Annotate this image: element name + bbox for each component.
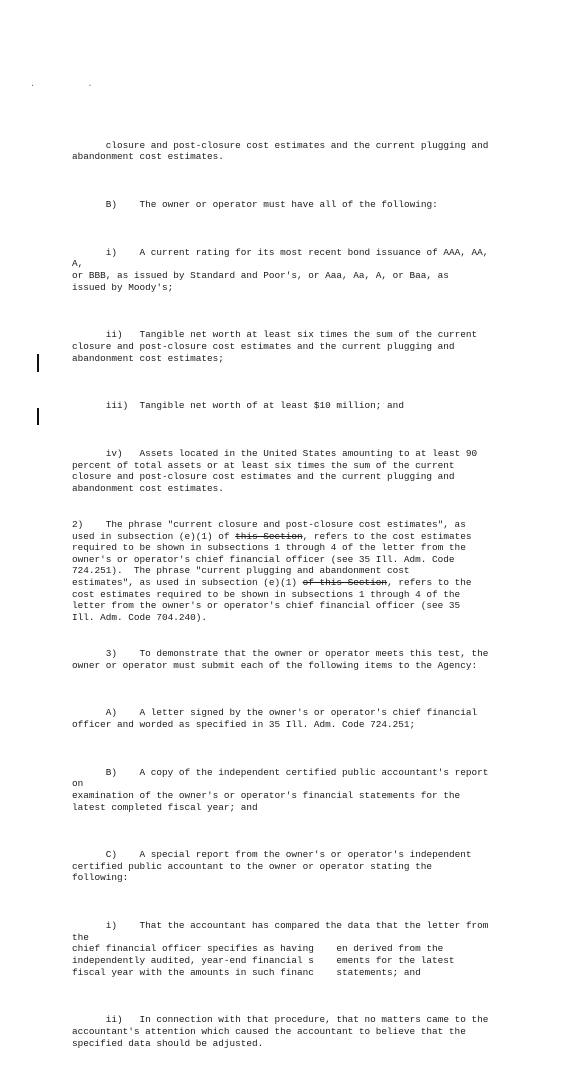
paragraph-c-special-report: C) A special report from the owner's or operator's independent certified public accountant to the owner or operator stating the following: [72, 849, 472, 884]
paragraph-ii-no-matters: ii) In connection with that procedure, that no matters came to the accountant's attention which caused the accountant to believe that the specified data should be adjusted. [72, 1014, 489, 1049]
paragraph-b-requirements: B) The owner or operator must have all of the following: [105, 198, 438, 210]
paragraph-3-demonstration: 3) To demonstrate that the owner or operator meets this test, the owner or operator must submit each of the following items to the Agency: [72, 647, 489, 671]
revision-bar-upper [37, 354, 39, 372]
paragraph-2-phrase-definitions: 2) The phrase "current closure and post-closure cost estimates", as used in subsection (e)(1) of this Section, refers to the cost estimates required to be shown in subsections 1 through 4 of the letter from the owner's or operator's chief financial officer (see 35 Ill. Adm. Code 724.251). The phrase "current plugging and abandonment cost estimates", as used in subsection (e)(1) of this Section, refers to the cost estimates required to be shown in subsections 1 through 4 of the letter from the owner's or operator's chief financial officer (see 35 Ill. Adm. Code 704.240). [72, 519, 472, 623]
paragraph-iv-us-assets: iv) Assets located in the United States amounting to at least 90 percent of total assets or at least six times the sum of the current closure and post-closure cost estimates and the current plugging and abandonment cost estimates. [72, 448, 478, 494]
paragraph-closure-estimates: closure and post-closure cost estimates and the current plugging and abandonment cost estimates. [72, 139, 489, 163]
document-body [72, 128, 504, 1071]
paragraph-i-bond-rating: i) A current rating for its most recent bond issuance of AAA, AA, A, or BBB, as issued by Standard and Poor's, or Aaa, Aa, A, or Baa, as issued by Moody's; [72, 246, 489, 293]
paragraph-i-accountant-comparison: i) That the accountant has compared the data that the letter from the chief financial officer specifies as having en derived from the independently audited, year-end financial s ements for the latest fiscal year with the amounts in such financ statements; and [72, 920, 489, 978]
paragraph-iii-ten-million: iii) Tangible net worth of at least $10 million; and [105, 400, 404, 412]
scan-specks: . . [30, 80, 117, 89]
revision-bar-lower [37, 408, 39, 425]
struck-text: this Section [235, 530, 303, 542]
paragraph-ii-tangible-net-worth: ii) Tangible net worth at least six times the sum of the current closure and post-closure cost estimates and the current plugging and abandonment cost estimates; [72, 329, 478, 364]
paragraph-a-cfo-letter: A) A letter signed by the owner's or operator's chief financial officer and worded as specified in 35 Ill. Adm. Code 724.251; [72, 707, 478, 730]
paragraph-b-accountant-report: B) A copy of the independent certified public accountant's report on examination of the owner's or operator's financial statements for the latest completed fiscal year; and [72, 766, 489, 813]
struck-text: of this Section [302, 577, 388, 588]
